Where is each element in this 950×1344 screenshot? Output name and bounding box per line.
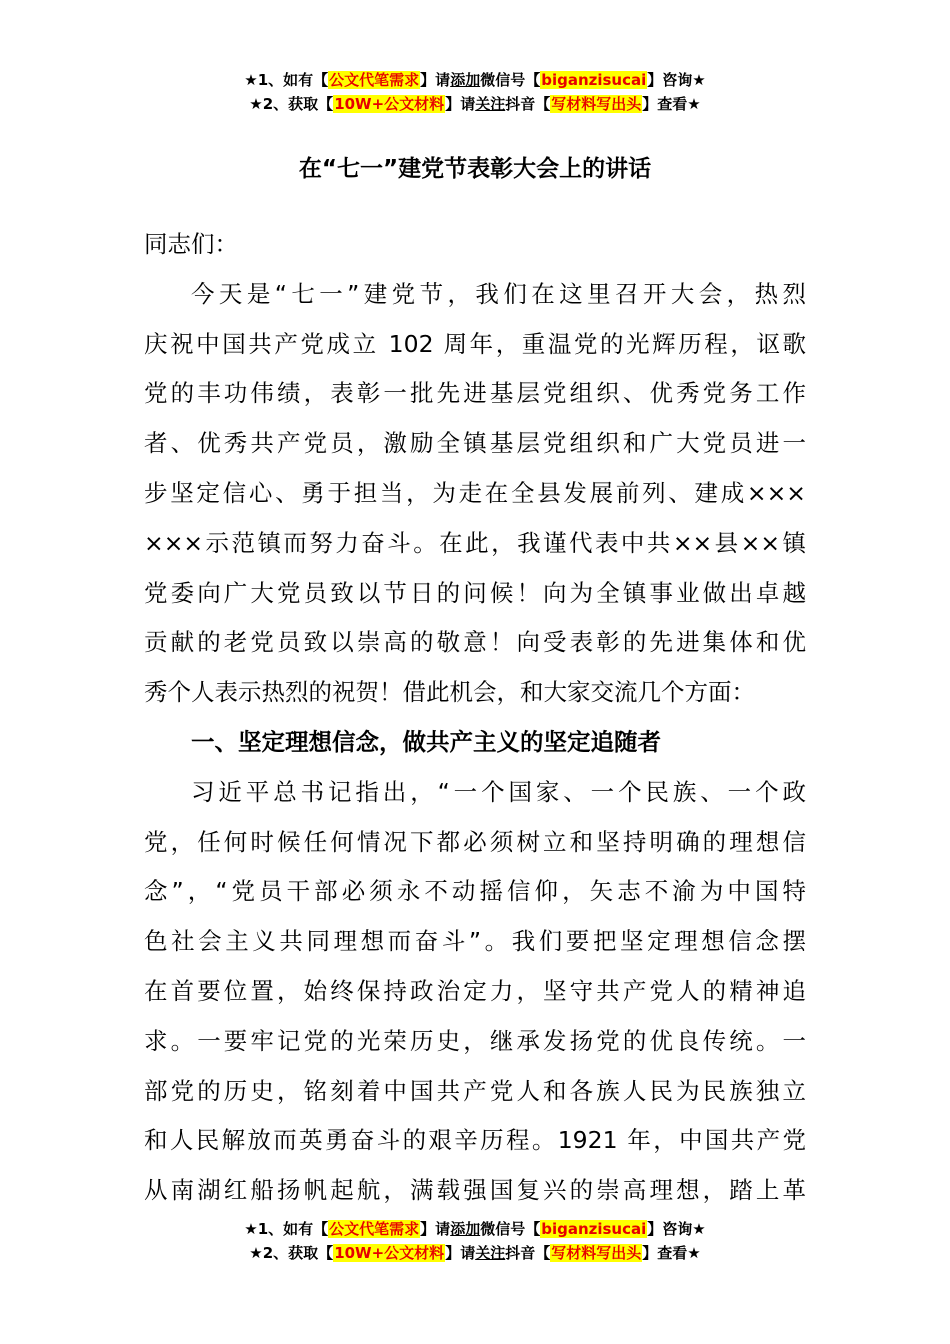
promo-text: ★2、获取【 [249, 1244, 334, 1262]
paragraph-line: 和人民解放而英勇奋斗的艰辛历程。1921 年，中国共产党 [144, 1126, 806, 1155]
promo-text: 微信号【 [480, 71, 541, 89]
promo-banner-top [0, 68, 950, 116]
promo-line-1 [0, 68, 950, 92]
paragraph-line: 求。一要牢记党的光荣历史，继承发扬党的优良传统。一 [144, 1026, 806, 1055]
paragraph-line: 今天是“七一”建党节，我们在这里召开大会，热烈 [191, 279, 806, 308]
paragraph-line: 步坚定信心、勇于担当，为走在全县发展前列、建成××× [144, 478, 806, 507]
document-title: 在“七一”建党节表彰大会上的讲话 [298, 156, 652, 182]
paragraph-line: 色社会主义共同理想而奋斗”。我们要把坚定理想信念摆 [144, 927, 806, 956]
paragraph-line: ×××示范镇而努力奋斗。在此，我谨代表中共××县××镇 [144, 528, 806, 557]
douyin-id-highlight: 写材料写出头 [551, 95, 642, 113]
promo-highlight: 10W+公文材料 [334, 95, 445, 113]
promo-text: 】查看★ [642, 1244, 701, 1262]
salutation: 同志们： [144, 230, 238, 258]
promo-underline: 关注 [475, 95, 506, 113]
paragraph-line: 贡献的老党员致以崇高的敬意！向受表彰的先进集体和优 [144, 628, 806, 657]
paragraph-line: 党的丰功伟绩，表彰一批先进基层党组织、优秀党务工作 [144, 379, 806, 408]
promo-banner-bottom [0, 1217, 950, 1265]
promo-highlight: 10W+公文材料 [334, 1244, 445, 1262]
paragraph-line: 党，任何时候任何情况下都必须树立和坚持明确的理想信 [144, 827, 806, 856]
promo-text: 】请 [445, 95, 476, 113]
promo-highlight: 公文代笔需求 [329, 1220, 420, 1238]
section-heading: 一、坚定理想信念，做共产主义的坚定追随者 [191, 727, 661, 756]
promo-underline: 添加 [450, 1220, 481, 1238]
paragraph-line: 念”，“党员干部必须永不动摇信仰，矢志不渝为中国特 [144, 877, 806, 906]
promo-text: 抖音【 [505, 95, 551, 113]
promo-text: 】请 [445, 1244, 476, 1262]
promo-underline: 添加 [450, 71, 481, 89]
document-body [144, 220, 806, 1216]
promo-text: ★1、如有【 [244, 1220, 329, 1238]
promo-text: 】咨询★ [647, 71, 706, 89]
wechat-id-highlight: biganzisucai [541, 71, 647, 89]
paragraph-line: 在首要位置，始终保持政治定力，坚守共产党人的精神追 [144, 976, 806, 1005]
douyin-id-highlight: 写材料写出头 [551, 1244, 642, 1262]
paragraph-line: 秀个人表示热烈的祝贺！借此机会，和大家交流几个方面： [144, 678, 755, 707]
promo-line-2 [0, 1241, 950, 1265]
paragraph-line: 党委向广大党员致以节日的问候！向为全镇事业做出卓越 [144, 578, 806, 607]
promo-text: 】查看★ [642, 95, 701, 113]
promo-text: ★2、获取【 [249, 95, 334, 113]
paragraph-line: 习近平总书记指出，“一个国家、一个民族、一个政 [191, 777, 806, 806]
paragraph-line: 从南湖红船扬帆起航，满载强国复兴的崇高理想，踏上革 [144, 1176, 806, 1205]
promo-text: 】咨询★ [647, 1220, 706, 1238]
promo-line-2 [0, 92, 950, 116]
paragraph-line: 庆祝中国共产党成立 102 周年，重温党的光辉历程，讴歌 [144, 329, 806, 358]
promo-text: 】请 [420, 1220, 451, 1238]
promo-line-1 [0, 1217, 950, 1241]
promo-underline: 关注 [475, 1244, 506, 1262]
promo-text: 微信号【 [480, 1220, 541, 1238]
promo-text: ★1、如有【 [244, 71, 329, 89]
promo-highlight: 公文代笔需求 [329, 71, 420, 89]
promo-text: 】请 [420, 71, 451, 89]
paragraph-line: 部党的历史，铭刻着中国共产党人和各族人民为民族独立 [144, 1076, 806, 1105]
paragraph-line: 者、优秀共产党员，激励全镇基层党组织和广大党员进一 [144, 429, 806, 458]
promo-text: 抖音【 [505, 1244, 551, 1262]
wechat-id-highlight: biganzisucai [541, 1220, 647, 1238]
